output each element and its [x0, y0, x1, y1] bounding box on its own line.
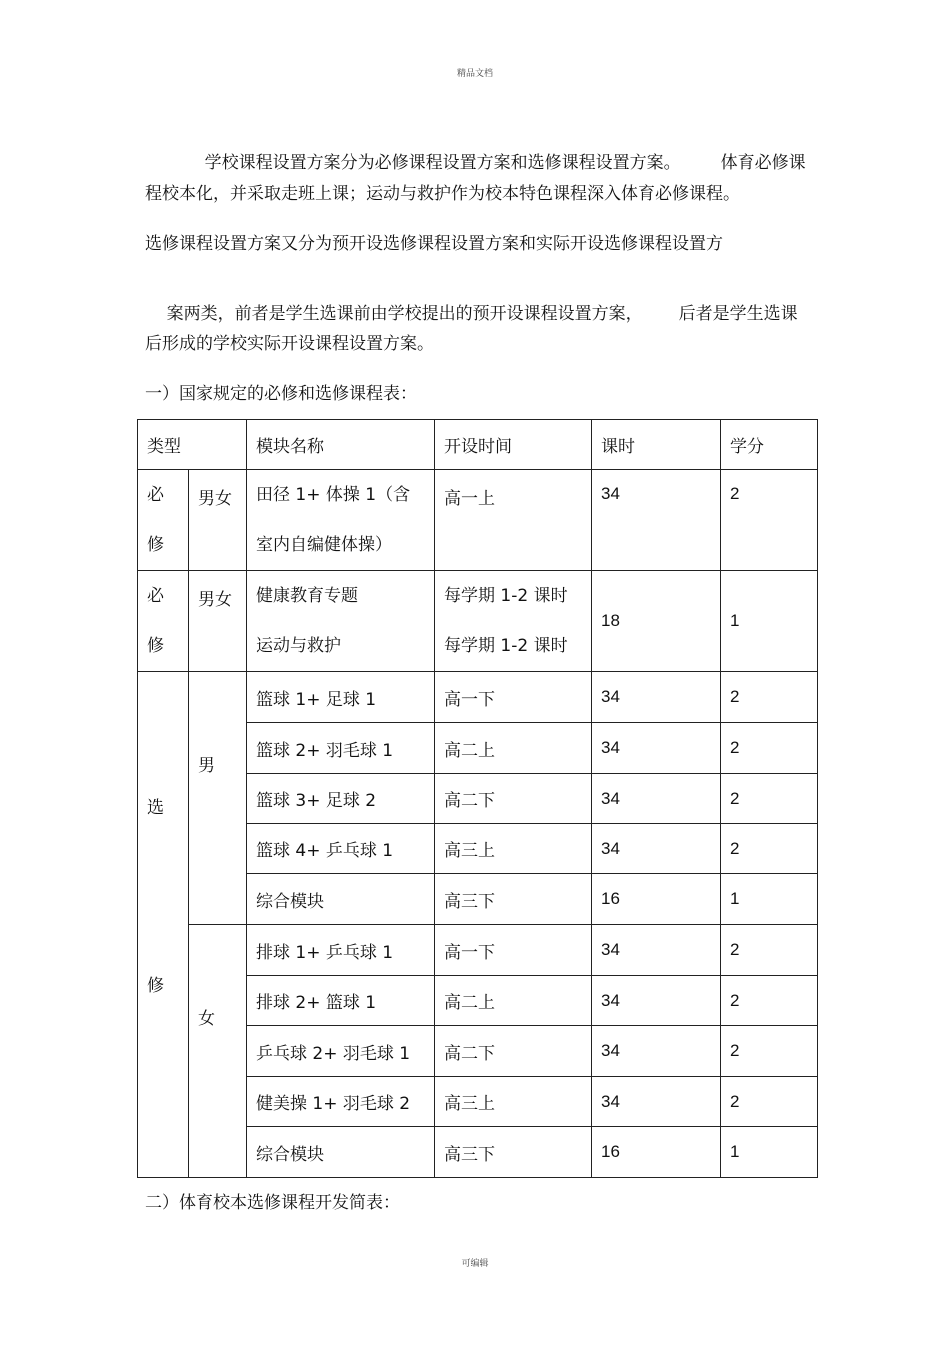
credit-cell: 1: [721, 1127, 818, 1178]
hours-cell: 18: [592, 571, 721, 672]
time-cell: [435, 571, 592, 672]
paragraph-text: 案两类，前者是学生选课前由学校提出的预开设课程设置方案，: [166, 304, 643, 324]
module-cell: [247, 470, 435, 571]
type-char: 必: [147, 485, 164, 505]
module-line: 运动与救护: [256, 636, 341, 656]
type-cell: [138, 571, 189, 672]
type-cell: [138, 470, 189, 571]
hours-cell: 34: [592, 672, 721, 723]
type-char: 选: [147, 798, 164, 818]
paragraph-text: 体育必修课: [720, 153, 806, 173]
hours-cell: 16: [592, 1127, 721, 1178]
module-cell: 乒乓球 2+ 羽毛球 1: [247, 1026, 435, 1077]
module-line: 室内自编健体操）: [256, 535, 392, 555]
time-cell: 高三下: [435, 1127, 592, 1178]
hours-cell: 34: [592, 774, 721, 824]
module-line: 健康教育专题: [256, 586, 358, 606]
gender-cell: 女: [189, 925, 247, 1178]
header-module: 模块名称: [247, 420, 435, 470]
time-cell: 高二上: [435, 976, 592, 1026]
credit-cell: 2: [721, 925, 818, 976]
elective-type-cell: [138, 672, 189, 1178]
hours-cell: 34: [592, 470, 721, 571]
credit-cell: 2: [721, 976, 818, 1026]
module-cell: 排球 2+ 篮球 1: [247, 976, 435, 1026]
header-hours: 课时: [592, 420, 721, 470]
module-line: 田径 1+ 体操 1（含: [256, 485, 411, 505]
header-time: 开设时间: [435, 420, 592, 470]
credit-cell: 2: [721, 774, 818, 824]
module-cell: 篮球 1+ 足球 1: [247, 672, 435, 723]
gender-cell: 男女: [189, 571, 247, 672]
time-cell: 高二下: [435, 774, 592, 824]
section-title: 二）体育校本选修课程开发简表：: [145, 1193, 400, 1213]
module-cell: 篮球 3+ 足球 2: [247, 774, 435, 824]
module-cell: 健美操 1+ 羽毛球 2: [247, 1077, 435, 1127]
header-credit: 学分: [721, 420, 818, 470]
table-row: [138, 925, 818, 976]
time-cell: 高三上: [435, 1077, 592, 1127]
module-cell: 综合模块: [247, 874, 435, 925]
hours-cell: 34: [592, 1026, 721, 1077]
table-row: [138, 470, 818, 571]
module-cell: [247, 571, 435, 672]
type-char: 修: [147, 636, 164, 656]
paragraph-line: 后形成的学校实际开设课程设置方案。: [145, 334, 434, 354]
credit-cell: 2: [721, 1026, 818, 1077]
page-footer: 可编辑: [461, 1259, 489, 1269]
credit-cell: 2: [721, 723, 818, 774]
hours-cell: 16: [592, 874, 721, 925]
time-line: 每学期 1-2 课时: [444, 636, 568, 656]
time-line: 每学期 1-2 课时: [444, 586, 568, 606]
table-row: [138, 571, 818, 672]
time-cell: 高一上: [435, 470, 592, 571]
module-cell: 综合模块: [247, 1127, 435, 1178]
hours-cell: 34: [592, 976, 721, 1026]
course-table: [137, 419, 818, 1178]
hours-cell: 34: [592, 1077, 721, 1127]
paragraph-line: 程校本化，并采取走班上课；运动与救护作为校本特色课程深入体育必修课程。: [145, 184, 740, 204]
module-cell: 篮球 2+ 羽毛球 1: [247, 723, 435, 774]
table-row: [138, 672, 818, 723]
table-header-row: [138, 420, 818, 470]
credit-cell: 1: [721, 571, 818, 672]
time-cell: 高一下: [435, 672, 592, 723]
time-cell: 高二下: [435, 1026, 592, 1077]
paragraph-text: 后者是学生选课: [678, 304, 798, 324]
page-header: 精品文档: [456, 69, 493, 79]
type-char: 必: [147, 586, 164, 606]
paragraph-text: 学校课程设置方案分为必修课程设置方案和选修课程设置方案。: [204, 153, 681, 173]
time-cell: 高三下: [435, 874, 592, 925]
section-title: 一）国家规定的必修和选修课程表：: [145, 384, 417, 404]
header-type: 类型: [138, 420, 247, 470]
paragraph-line: 选修课程设置方案又分为预开设选修课程设置方案和实际开设选修课程设置方: [145, 234, 723, 254]
type-char: 修: [147, 535, 164, 555]
credit-cell: 2: [721, 470, 818, 571]
type-char: 修: [147, 976, 164, 996]
module-cell: 篮球 4+ 乒乓球 1: [247, 824, 435, 874]
gender-cell: 男女: [189, 470, 247, 571]
time-cell: 高二上: [435, 723, 592, 774]
time-cell: 高一下: [435, 925, 592, 976]
hours-cell: 34: [592, 723, 721, 774]
module-cell: 排球 1+ 乒乓球 1: [247, 925, 435, 976]
credit-cell: 2: [721, 824, 818, 874]
credit-cell: 2: [721, 1077, 818, 1127]
hours-cell: 34: [592, 925, 721, 976]
time-cell: 高三上: [435, 824, 592, 874]
credit-cell: 2: [721, 672, 818, 723]
hours-cell: 34: [592, 824, 721, 874]
gender-cell: 男: [189, 672, 247, 925]
credit-cell: 1: [721, 874, 818, 925]
